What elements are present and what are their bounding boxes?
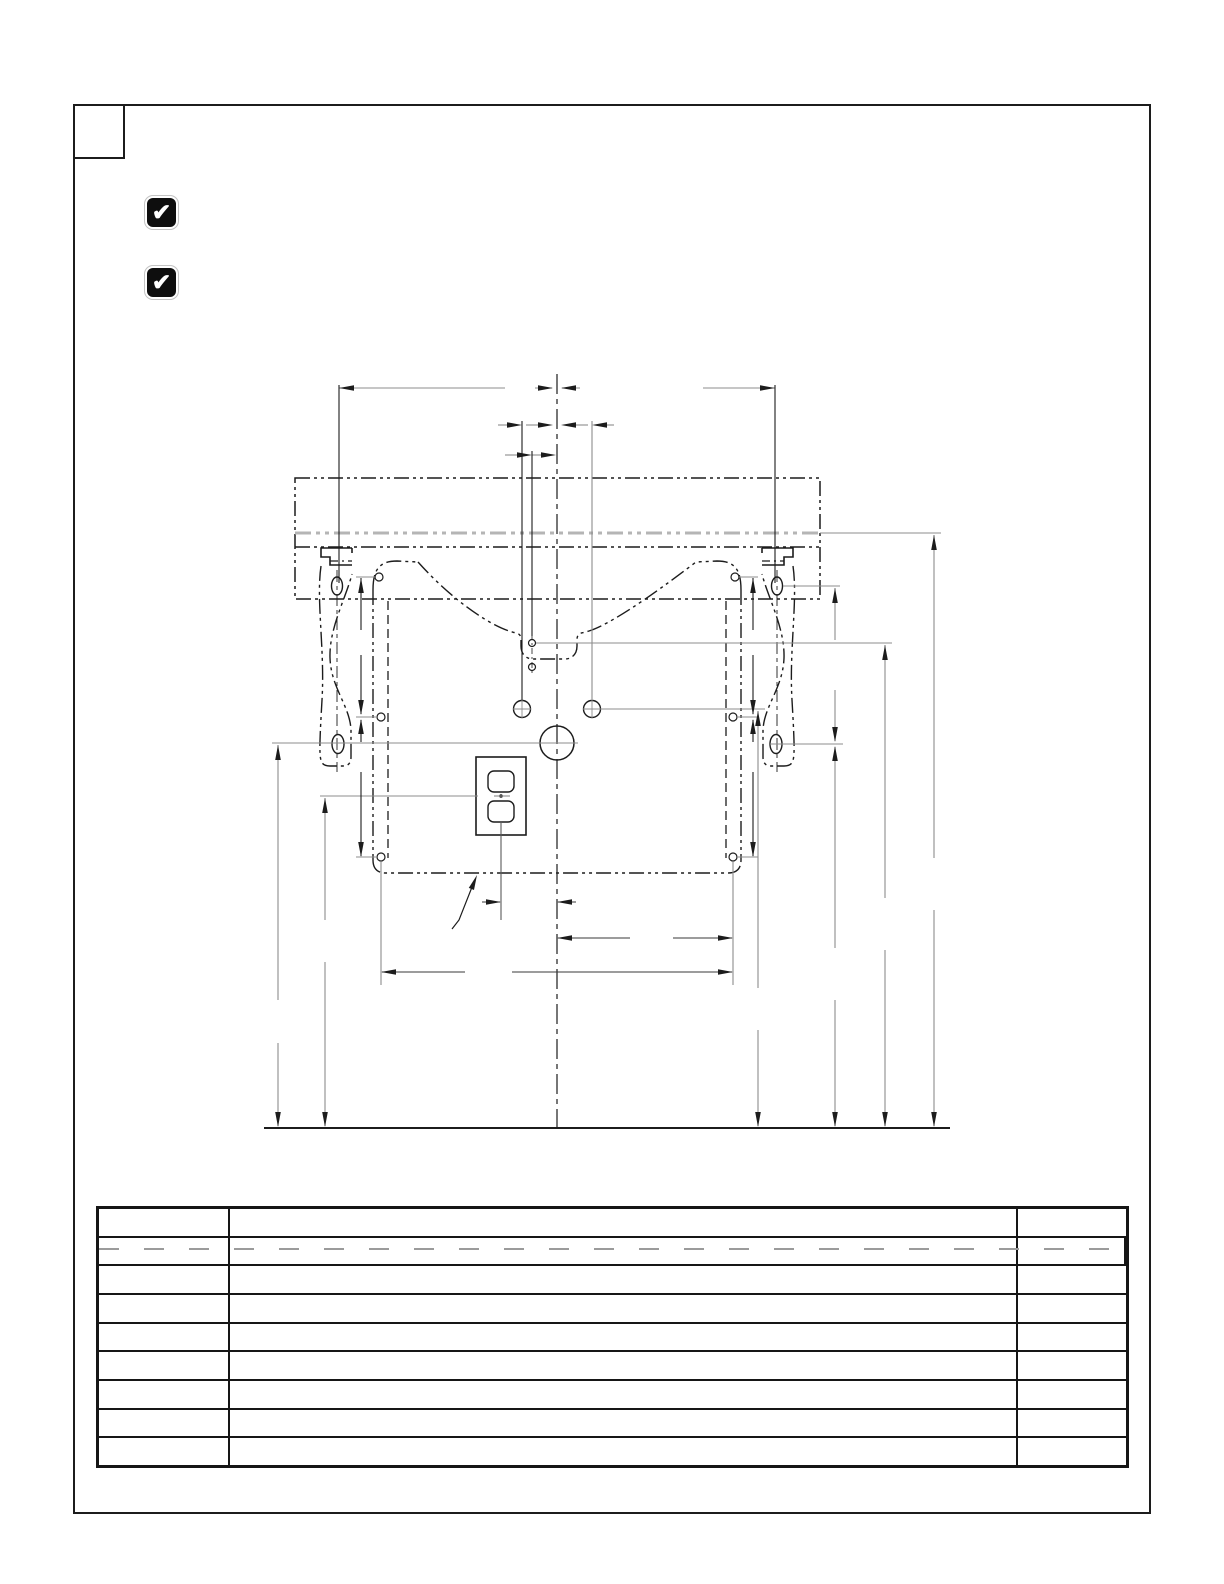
table-cell <box>230 1381 1018 1408</box>
table-row <box>99 1266 1126 1295</box>
table-row <box>99 1438 1126 1465</box>
table-row <box>99 1324 1126 1353</box>
table-cell <box>99 1352 230 1379</box>
leader-arrow <box>452 874 480 929</box>
table-row <box>99 1295 1126 1324</box>
table-cell <box>230 1209 1018 1236</box>
screw-hole-icon <box>375 573 383 581</box>
screw-hole-icon <box>729 713 737 721</box>
table-cell <box>99 1381 230 1408</box>
table-row <box>99 1410 1126 1439</box>
table-cell <box>1018 1238 1126 1265</box>
table-cell <box>99 1324 230 1351</box>
table-cell <box>1018 1295 1126 1322</box>
mounting-slot-icon <box>332 735 344 754</box>
right-bracket <box>762 548 795 772</box>
table-cell <box>230 1438 1018 1465</box>
table-cell <box>230 1266 1018 1293</box>
table-cell <box>99 1410 230 1437</box>
dimension-arrow-icon <box>339 385 354 391</box>
check-icon: ✔ <box>151 199 172 225</box>
screw-hole-icon <box>377 713 385 721</box>
table-cell <box>99 1266 230 1293</box>
table-cell <box>1018 1209 1126 1236</box>
table-cell <box>1018 1324 1126 1351</box>
screw-hole-icon <box>729 853 737 861</box>
table-cell <box>230 1238 1018 1265</box>
table-row <box>99 1381 1126 1410</box>
table-cell <box>230 1352 1018 1379</box>
table-row <box>99 1352 1126 1381</box>
table-cell <box>99 1238 230 1265</box>
table-cell <box>1018 1381 1126 1408</box>
table-cell <box>230 1410 1018 1437</box>
left-bracket <box>319 548 352 772</box>
table-cell <box>99 1295 230 1322</box>
table-row <box>99 1238 1126 1267</box>
screw-hole-icon <box>377 853 385 861</box>
table-cell <box>1018 1266 1126 1293</box>
table-cell <box>230 1324 1018 1351</box>
table-cell <box>1018 1410 1126 1437</box>
table-cell <box>1018 1352 1126 1379</box>
small-anchor-holes <box>529 634 536 676</box>
table-cell <box>1018 1438 1126 1465</box>
table-row <box>99 1209 1126 1238</box>
screw-hole-icon <box>731 573 739 581</box>
check-icon: ✔ <box>151 269 172 295</box>
table-cell <box>230 1295 1018 1322</box>
spec-table <box>96 1206 1129 1468</box>
table-cell <box>99 1438 230 1465</box>
table-cell <box>99 1209 230 1236</box>
